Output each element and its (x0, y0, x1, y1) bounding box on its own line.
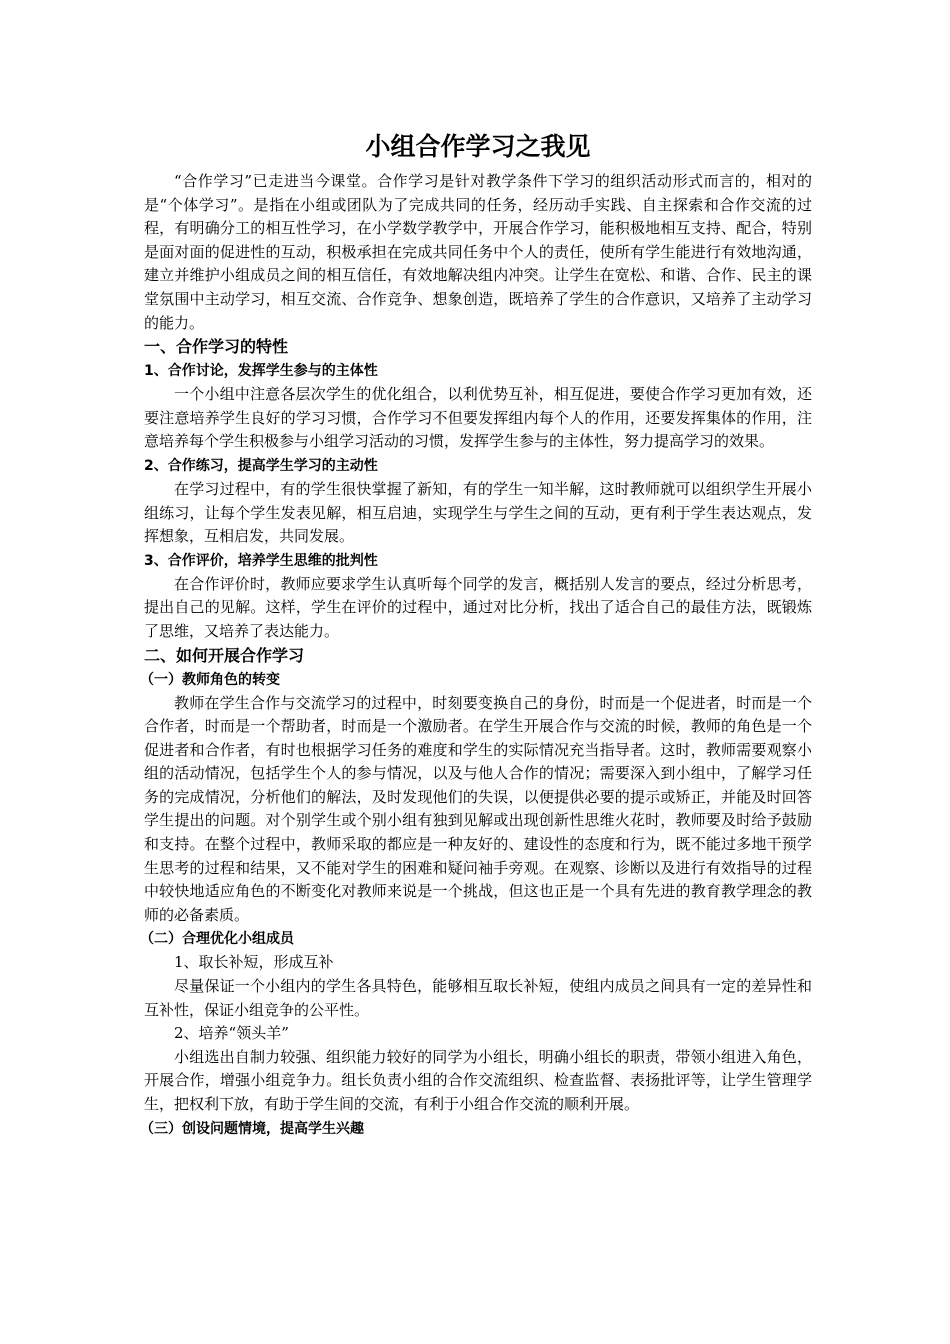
section1-item1-heading: 1、合作讨论，发挥学生参与的主体性 (144, 363, 378, 380)
section1-item3-text: 在合作评价时，教师应要求学生认真听每个同学的发言，概括别人发言的要点，经过分析思考，提出自己的见解。这样，学生在评价的过程中，通过对比分析，找出了适合自己的最佳方法，既锻炼了思维，又培养了表达能力。 (144, 574, 812, 640)
section2-heading: 二、如何开展合作学习 (144, 645, 305, 665)
section2-part2-sub1-text: 尽量保证一个小组内的学生各具特色，能够相互取长补短，使组内成员之间具有一定的差异性和互补性，保证小组竞争的公平性。 (144, 977, 812, 1019)
document-page (140, 130, 812, 1141)
section2-part1-heading: （一）教师角色的转变 (140, 671, 280, 688)
section1-item2-heading: 2、合作练习，提高学生学习的主动性 (144, 457, 378, 474)
section1-item1-text: 一个小组中注意各层次学生的优化组合，以利优势互补，相互促进，要使合作学习更加有效，还要注意培养学生良好的学习习惯，合作学习不但要发挥组内每个人的作用，还要发挥集体的作用，注意培养每个学生积极参与小组学习活动的习惯，发挥学生参与的主体性，努力提高学习的效果。 (144, 385, 812, 451)
section2-part3-heading: （三）创设问题情境，提高学生兴趣 (140, 1120, 364, 1137)
section2-part2-sub2-text: 小组选出自制力较强、组织能力较好的同学为小组长，明确小组长的职责，带领小组进入角色，开展合作，增强小组竞争力。组长负责小组的合作交流组织、检查监督、表扬批评等，让学生管理学生，把权利下放，有助于学生间的交流，有利于小组合作交流的顺利开展。 (144, 1047, 812, 1113)
intro-paragraph: “合作学习”已走进当今课堂。合作学习是针对教学条件下学习的组织活动形式而言的，相对的是“个体学习”。是指在小组或团队为了完成共同的任务，经历动手实践、自主探索和合作交流的过程，有明确分工的相互性学习，在小学数学教学中，开展合作学习，能积极地相互支持、配合，特别是面对面的促进性的互动，积极承担在完成共同任务中个人的责任，使所有学生能进行有效地沟通，建立并维护小组成员之间的相互信任，有效地解决组内冲突。让学生在宽松、和谐、合作、民主的课堂氛围中主动学习，相互交流、合作竞争、想象创造，既培养了学生的合作意识，又培养了主动学习的能力。 (144, 172, 812, 332)
section2-part2-heading: （二）合理优化小组成员 (140, 931, 294, 948)
section1-item3-heading: 3、合作评价，培养学生思维的批判性 (144, 552, 378, 569)
section1-heading: 一、合作学习的特性 (144, 337, 289, 357)
document-title: 小组合作学习之我见 (365, 132, 591, 161)
section2-part1-text: 教师在学生合作与交流学习的过程中，时刻要变换自己的身份，时而是一个促进者，时而是一个合作者，时而是一个帮助者，时而是一个激励者。在学生开展合作与交流的时候，教师的角色是一个促进者和合作者，有时也根据学习任务的难度和学生的实际情况充当指导者。这时，教师需要观察小组的活动情况，包括学生个人的参与情况，以及与他人合作的情况；需要深入到小组中，了解学习任务的完成情况，分析他们的解法，及时发现他们的失误，以便提供必要的提示或矫正，并能及时回答学生提出的问题。对个别学生或个别小组有独到见解或出现创新性思维火花时，教师要及时给予鼓励和支持。在整个过程中，教师采取的都应是一种友好的、建设性的态度和行为，既不能过多地干预学生思考的过程和结果，又不能对学生的困难和疑问袖手旁观。在观察、诊断以及进行有效指导的过程中较快地适应角色的不断变化对教师来说是一个挑战，但这也正是一个具有先进的教育教学理念的教师的必备素质。 (144, 693, 812, 924)
section2-part2-sub1-heading: 1、取长补短，形成互补 (174, 953, 334, 972)
section2-part2-sub2-heading: 2、培养“领头羊” (174, 1024, 289, 1043)
section1-item2-text: 在学习过程中，有的学生很快掌握了新知，有的学生一知半解，这时教师就可以组织学生开展小组练习，让每个学生发表见解，相互启迪，实现学生与学生之间的互动，更有利于学生表达观点，发挥想象，互相启发，共同发展。 (144, 479, 812, 546)
